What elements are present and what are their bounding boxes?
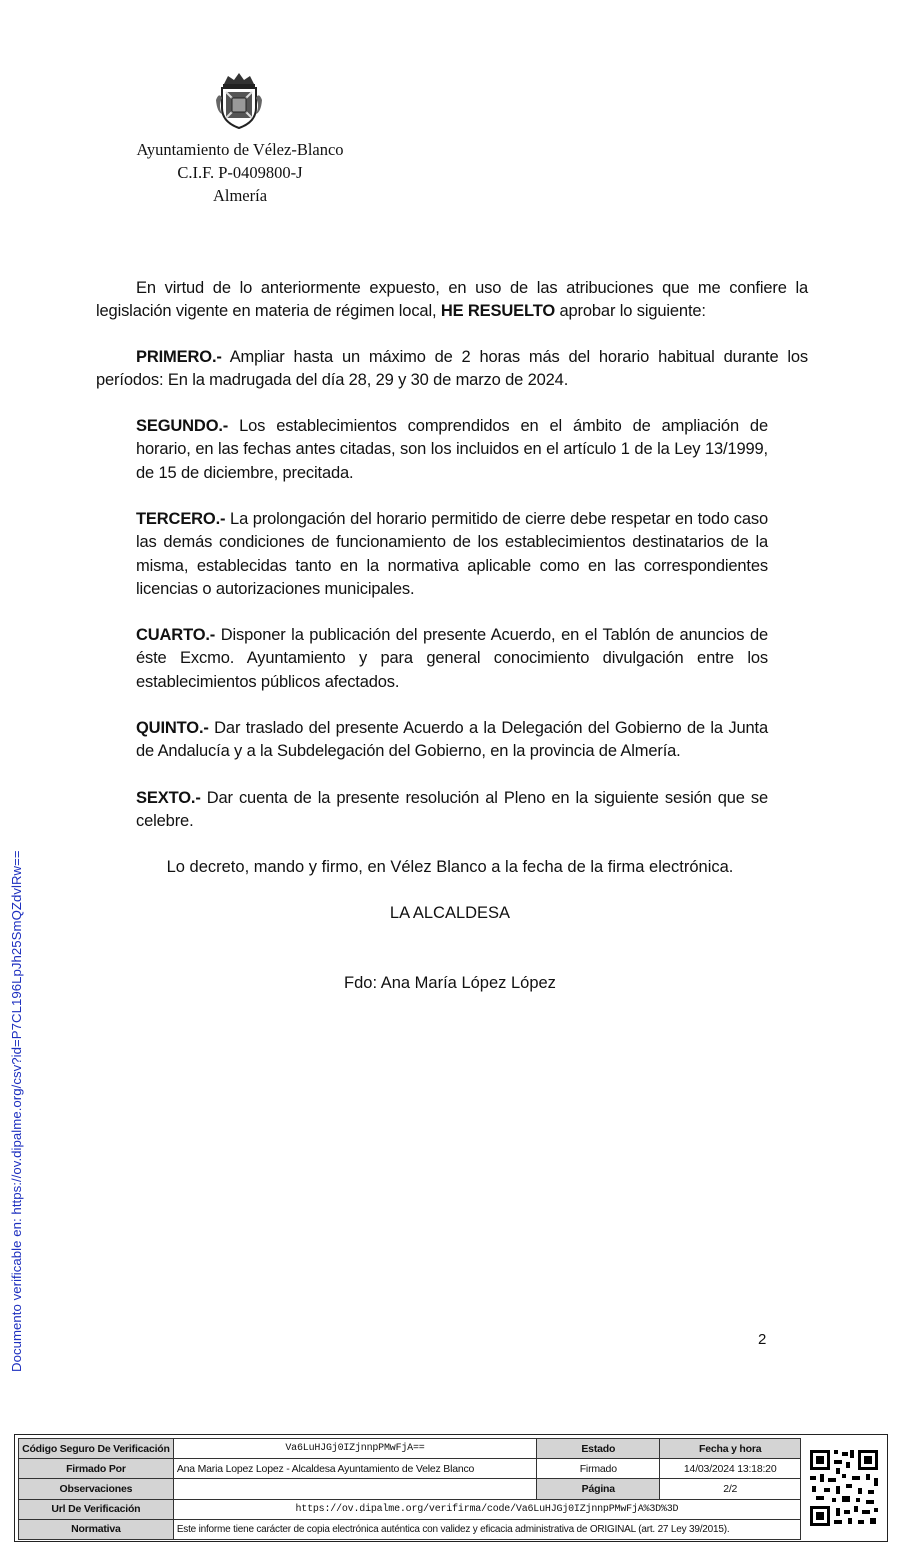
qr-code-icon [806,1440,882,1536]
org-cif: C.I.F. P-0409800-J [177,163,303,182]
sexto-paragraph: SEXTO.- Dar cuenta de la presente resolución al Pleno en la siguiente sesión que se celebre. [136,789,768,831]
signer-role: LA ALCALDESA [389,904,511,922]
fecha-label: Fecha y hora [660,1439,801,1459]
estado-label: Estado [537,1439,660,1459]
csv-value: Va6LuHJGj0IZjnnpPMwFjA== [173,1439,536,1459]
quinto-paragraph: QUINTO.- Dar traslado del presente Acuerdo a la Delegación del Gobierno de la Junta de Andalucía y a la Subdelegación del Gobierno, en la provincia de Almería. [136,719,768,761]
pagina-value: 2/2 [660,1479,801,1499]
intro-paragraph: En virtud de lo anteriormente expuesto, en uso de las atribuciones que me confiere la legislación vigente en materia de régimen local, HE RESUELTO aprobar lo siguiente: [96,279,808,321]
table-row [19,1459,801,1479]
table-row [19,1499,801,1519]
normativa-label: Normativa [19,1519,174,1539]
table-row [19,1519,801,1539]
coat-of-arms-icon [214,70,264,130]
letterhead [120,138,360,207]
cuarto-paragraph: CUARTO.- Disponer la publicación del presente Acuerdo, en el Tablón de anuncios de éste Excmo. Ayuntamiento y para general conocimiento divulgación entre los establecimientos públicos afectados. [136,626,768,691]
csv-label: Código Seguro De Verificación [19,1439,174,1459]
primero-paragraph: PRIMERO.- Ampliar hasta un máximo de 2 horas más del horario habitual durante los períodos: En la madrugada del día 28, 29 y 30 de marzo de 2024. [96,348,808,390]
normativa-value: Este informe tiene carácter de copia electrónica auténtica con validez y eficacia administrativa de ORIGINAL (art. 27 Ley 39/2015). [173,1519,800,1539]
page-number: 2 [758,1331,767,1348]
verification-table [18,1438,801,1540]
signature-line: Fdo: Ana María López López [344,974,556,992]
tercero-paragraph: TERCERO.- La prolongación del horario permitido de cierre debe respetar en todo caso las demás condiciones de funcionamiento de los establecimientos destinatarios de la misma, establecidas tanto en la normativa aplicable como en las correspondientes licencias o autorizaciones municipales. [136,510,768,599]
segundo-paragraph: SEGUNDO.- Los establecimientos comprendidos en el ámbito de ampliación de horario, en las fechas antes citadas, son los incluidos en el artículo 1 de la Ley 13/1999, de 15 de diciembre, precitada. [136,417,768,482]
signature-footer [14,1434,888,1542]
estado-value: Firmado [537,1459,660,1479]
verification-link[interactable]: Documento verificable en: https://ov.dipalme.org/csv?id=P7CL196LpJh25SmQZdvlRw== [9,850,24,1372]
pagina-label: Página [537,1479,660,1499]
url-label: Url De Verificación [19,1499,174,1519]
org-name: Ayuntamiento de Vélez-Blanco [136,140,344,159]
decree-line: Lo decreto, mando y firmo, en Vélez Blanco a la fecha de la firma electrónica. [166,858,734,876]
obs-value [173,1479,536,1499]
table-row [19,1479,801,1499]
obs-label: Observaciones [19,1479,174,1499]
firmado-label: Firmado Por [19,1459,174,1479]
fecha-value: 14/03/2024 13:18:20 [660,1459,801,1479]
table-row [19,1439,801,1459]
org-province: Almería [212,186,268,205]
url-value[interactable]: https://ov.dipalme.org/verifirma/code/Va6LuHJGj0IZjnnpPMwFjA%3D%3D [173,1499,800,1519]
firmado-value: Ana Maria Lopez Lopez - Alcaldesa Ayuntamiento de Velez Blanco [173,1459,536,1479]
